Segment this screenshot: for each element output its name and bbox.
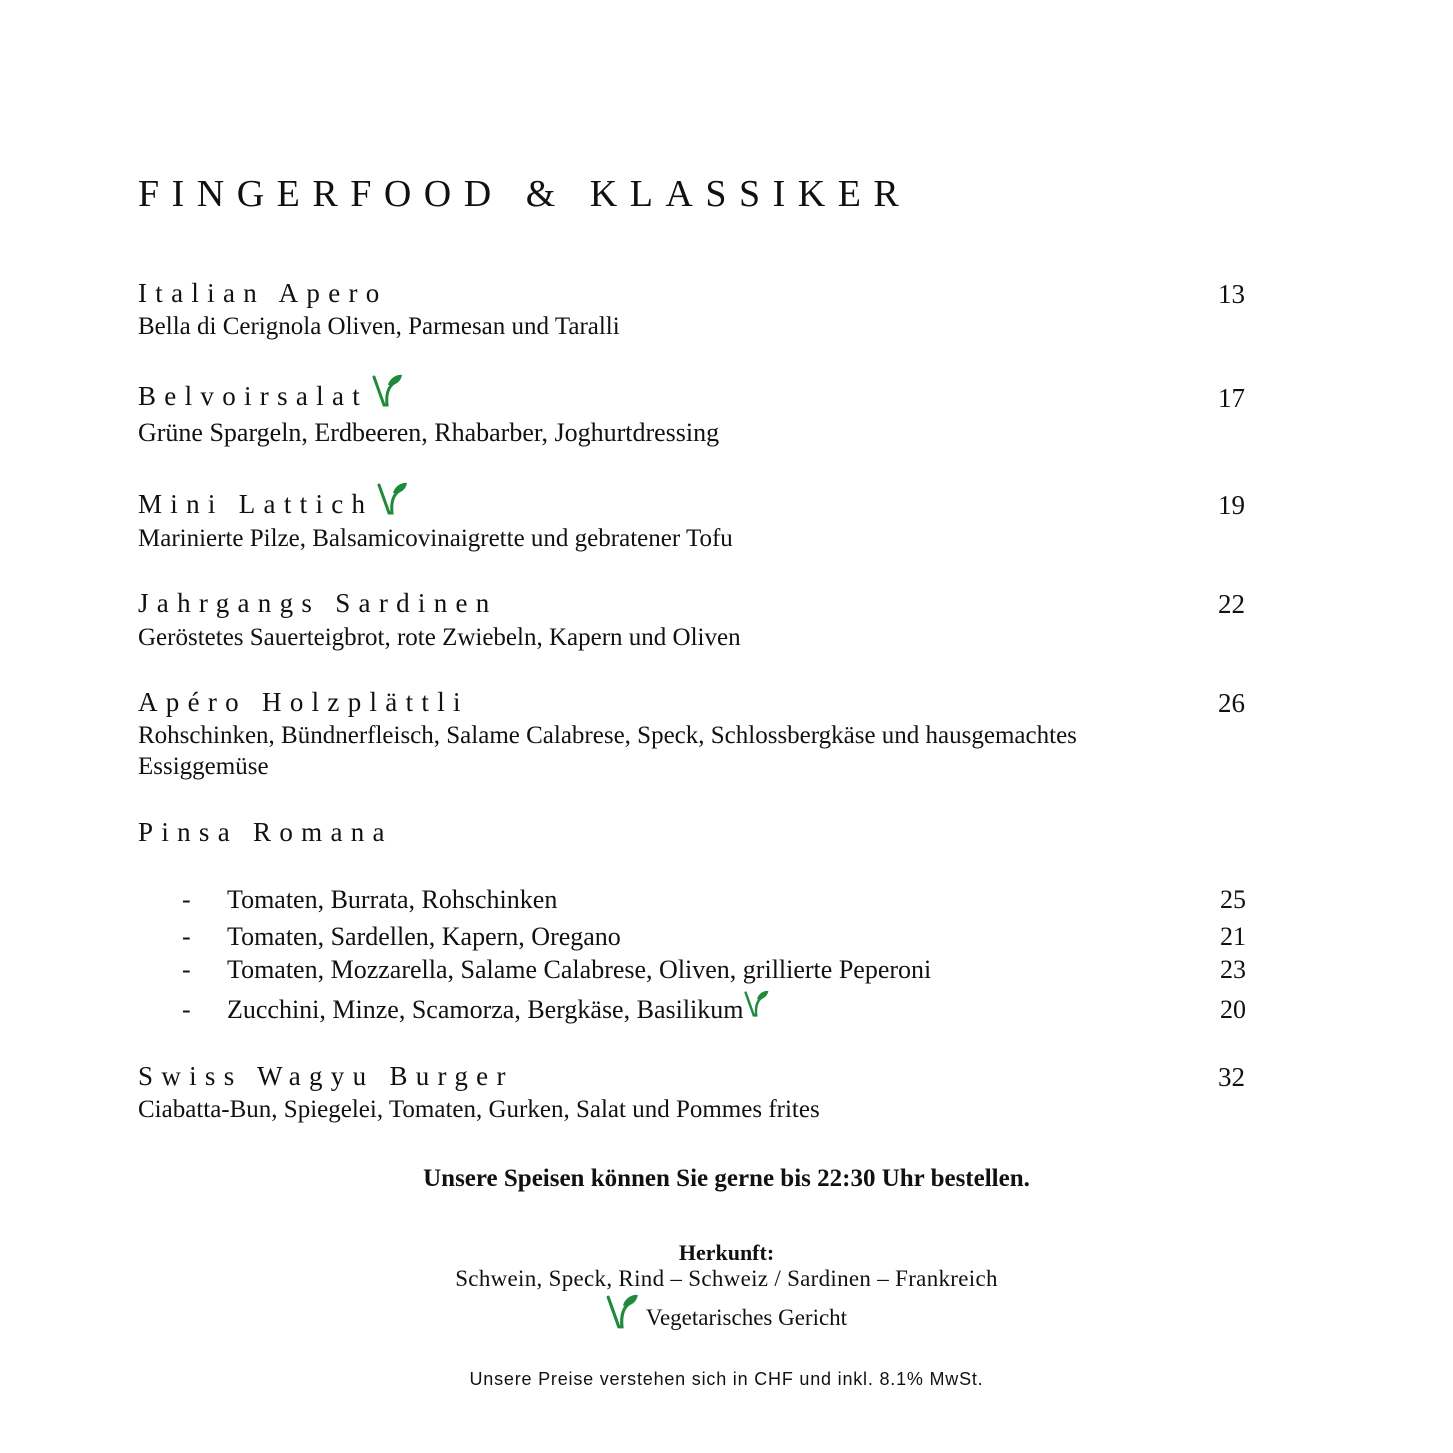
item-name-jahrgangs-sardinen: Jahrgangs Sardinen [138,588,498,618]
item-name-mini-lattich: Mini Lattich [138,489,374,519]
menu-title: FINGERFOOD & KLASSIKER [138,173,912,215]
tax-note: Unsere Preise verstehen sich in CHF und inkl. 8.1% MwSt. [469,1369,984,1389]
pinsa-variant-price: 21 [1220,922,1246,951]
pinsa-variant-price: 25 [1220,885,1246,914]
pinsa-variant-row [182,885,1246,917]
pinsa-variant-row [182,922,1246,954]
item-description-apero-holzplaettli: Rohschinken, Bündnerfleisch, Salame Calabrese, Speck, Schlossbergkäse und hausgemachtes Essiggemüse [138,722,1077,780]
pinsa-bullet: - [182,955,191,984]
item-name-italian-apero: Italian Apero [138,278,388,308]
vegetarian-legend-label: Vegetarisches Gericht [645,1305,848,1330]
item-name-swiss-wagyu-burger: Swiss Wagyu Burger [138,1061,514,1091]
item-description-belvoirsalat: Grüne Spargeln, Erdbeeren, Rhabarber, Joghurtdressing [138,418,720,447]
item-price-swiss-wagyu-burger: 32 [1218,1062,1245,1092]
item-price-italian-apero: 13 [1218,279,1245,309]
item-name-apero-holzplaettli: Apéro Holzplättli [138,687,469,717]
pinsa-variant-text-row [227,995,770,1026]
order-note: Unsere Speisen können Sie gerne bis 22:30 Uhr bestellen. [423,1165,1030,1192]
origin-text: Schwein, Speck, Rind – Schweiz / Sardinen – Frankreich [455,1266,998,1291]
item-description-mini-lattich: Marinierte Pilze, Balsamicovinaigrette und gebratener Tofu [138,525,733,552]
pinsa-variant-text: Zucchini, Minze, Scamorza, Bergkäse, Basilikum [227,995,744,1024]
item-price-mini-lattich: 19 [1218,490,1245,520]
pinsa-variant-price: 20 [1220,995,1246,1024]
vegetarian-leaf-icon [744,989,770,1026]
pinsa-bullet: - [182,995,191,1024]
item-description-italian-apero: Bella di Cerignola Oliven, Parmesan und Taralli [138,313,620,340]
pinsa-variant-price: 23 [1220,955,1246,984]
vegetarian-legend [0,1293,1453,1337]
item-price-jahrgangs-sardinen: 22 [1218,589,1245,619]
pinsa-variant-text: Tomaten, Mozzarella, Salame Calabrese, Oliven, grillierte Peperoni [227,955,932,984]
item-price-apero-holzplaettli: 26 [1218,688,1245,718]
vegetarian-leaf-icon [606,1293,640,1337]
pinsa-variant-text: Tomaten, Burrata, Rohschinken [227,885,558,914]
vegetarian-leaf-icon [372,373,404,414]
item-name-belvoirsalat: Belvoirsalat [138,381,369,411]
pinsa-variant-row [182,955,1246,987]
item-description-swiss-wagyu-burger: Ciabatta-Bun, Spiegelei, Tomaten, Gurken, Salat und Pommes frites [138,1096,820,1123]
item-description-jahrgangs-sardinen: Geröstetes Sauerteigbrot, rote Zwiebeln, Kapern und Oliven [138,624,741,651]
pinsa-title: Pinsa Romana [138,817,393,847]
pinsa-bullet: - [182,922,191,951]
pinsa-bullet: - [182,885,191,914]
pinsa-variant-row [182,995,1246,1027]
origin-title: Herkunft: [678,1240,775,1265]
item-name-row-mini-lattich [138,481,409,522]
item-price-belvoirsalat: 17 [1218,383,1245,413]
vegetarian-leaf-icon [377,481,409,522]
pinsa-variant-text: Tomaten, Sardellen, Kapern, Oregano [227,922,621,951]
item-name-row-belvoirsalat [138,373,404,414]
